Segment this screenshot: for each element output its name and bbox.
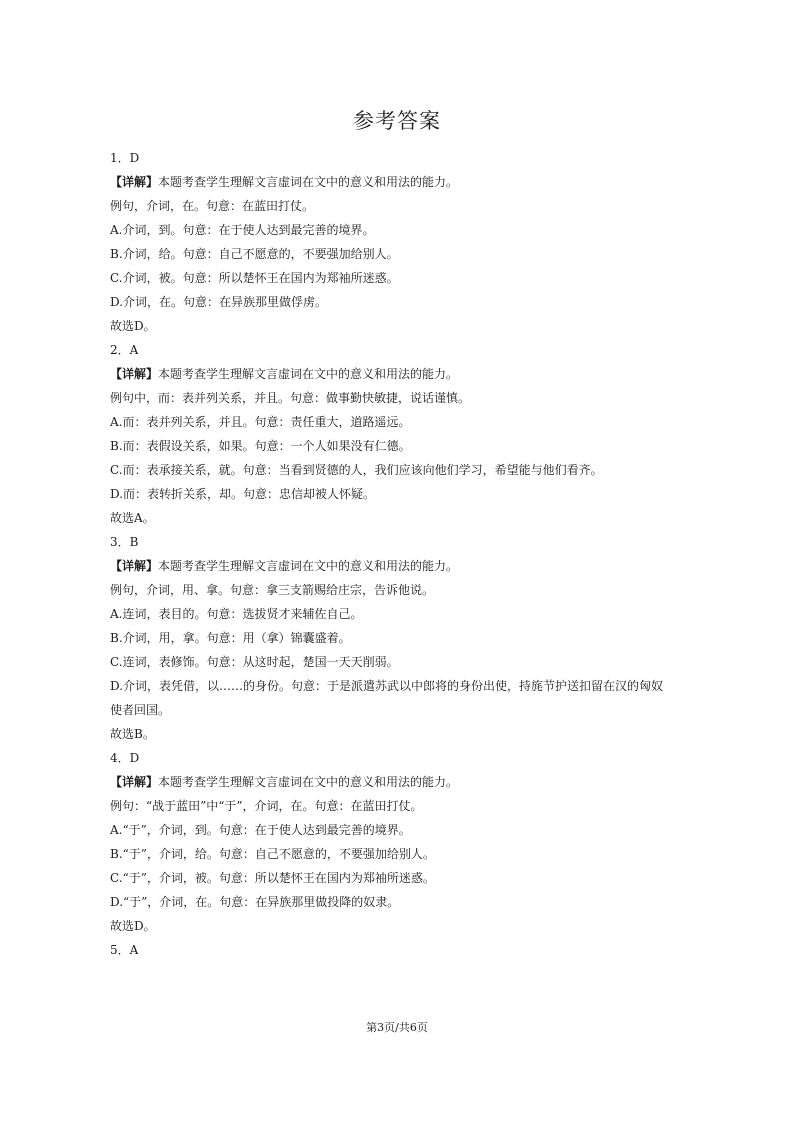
explanation-intro: 本题考查学生理解文言虚词在文中的意义和用法的能力。 [158, 175, 459, 189]
question-number: 3．B [110, 535, 139, 549]
question-number: 2．A [110, 343, 139, 357]
answer-line: C.介词，被。句意：所以楚怀王在国内为郑袖所迷惑。 [110, 271, 399, 285]
explanation-line [110, 362, 690, 386]
answer-line: B.介词，给。句意：自己不愿意的，不要强加给别人。 [110, 247, 399, 261]
conclusion-line: 故选D。 [110, 919, 156, 933]
explanation-intro: 本题考查学生理解文言虚词在文中的意义和用法的能力。 [158, 775, 459, 789]
question-block [110, 338, 690, 530]
answer-content [110, 146, 690, 962]
question-number: 4．D [110, 751, 140, 765]
answer-line: 例句中，而：表并列关系，并且。句意：做事勤快敏捷，说话谨慎。 [110, 391, 471, 405]
page-title: 参考答案 [353, 109, 441, 133]
answer-line: B.而：表假设关系，如果。句意：一个人如果没有仁德。 [110, 439, 411, 453]
answer-line: B.介词，用，拿。句意：用（拿）锦囊盛着。 [110, 631, 351, 645]
question-block [110, 938, 690, 962]
answer-line: D.“于”，介词，在。句意：在异族那里做投降的奴隶。 [110, 895, 400, 909]
explanation-intro: 本题考查学生理解文言虚词在文中的意义和用法的能力。 [158, 559, 459, 573]
answer-line: C.而：表承接关系，就。句意：当看到贤德的人，我们应该向他们学习，希望能与他们看齐。 [110, 463, 603, 477]
explanation-intro: 本题考查学生理解文言虚词在文中的意义和用法的能力。 [158, 367, 459, 381]
answer-line: A.连词，表目的。句意：选拔贤才来辅佐自己。 [110, 607, 363, 621]
question-block [110, 146, 690, 338]
answer-line: C.连词，表修饰。句意：从这时起，楚国一天天削弱。 [110, 655, 399, 669]
answer-line: B.“于”，介词，给。句意：自己不愿意的，不要强加给别人。 [110, 847, 435, 861]
answer-line: 例句：“战于蓝田”中“于”，介词，在。句意：在蓝田打仗。 [110, 799, 423, 813]
answer-line-continuation: 使者回国。 [110, 703, 171, 717]
conclusion-line: 故选D。 [110, 319, 156, 333]
page-footer: 第3页/共6页 [366, 1021, 428, 1034]
answer-line: A.“于”，介词，到。句意：在于使人达到最完善的境界。 [110, 823, 411, 837]
detail-tag: 【详解】 [110, 175, 159, 189]
answer-line: A.介词，到。句意：在于使人达到最完善的境界。 [110, 223, 375, 237]
detail-tag: 【详解】 [110, 775, 159, 789]
answer-line: A.而：表并列关系，并且。句意：责任重大，道路遥远。 [110, 415, 411, 429]
detail-tag: 【详解】 [110, 559, 159, 573]
answer-line: 例句，介词，用、拿。句意：拿三支箭赐给庄宗，告诉他说。 [110, 583, 435, 597]
explanation-line [110, 170, 690, 194]
conclusion-line: 故选A。 [110, 511, 155, 525]
question-number: 5．A [110, 943, 139, 957]
answer-line: D.而：表转折关系，却。句意：忠信却被人怀疑。 [110, 487, 376, 501]
answer-line: D.介词，在。句意：在异族那里做俘虏。 [110, 295, 328, 309]
answer-line: C.“于”，介词，被。句意：所以楚怀王在国内为郑袖所迷惑。 [110, 871, 435, 885]
explanation-line [110, 770, 690, 794]
answer-line: 例句，介词，在。句意：在蓝田打仗。 [110, 199, 315, 213]
answer-line: D.介词，表凭借，以……的身份。句意：于是派遣苏武以中郎将的身份出使，持旄节护送扣留在汉的匈奴 [110, 679, 664, 693]
conclusion-line: 故选B。 [110, 727, 155, 741]
explanation-line [110, 554, 690, 578]
question-block [110, 530, 690, 746]
question-block [110, 746, 690, 938]
question-number: 1．D [110, 151, 140, 165]
detail-tag: 【详解】 [110, 367, 159, 381]
